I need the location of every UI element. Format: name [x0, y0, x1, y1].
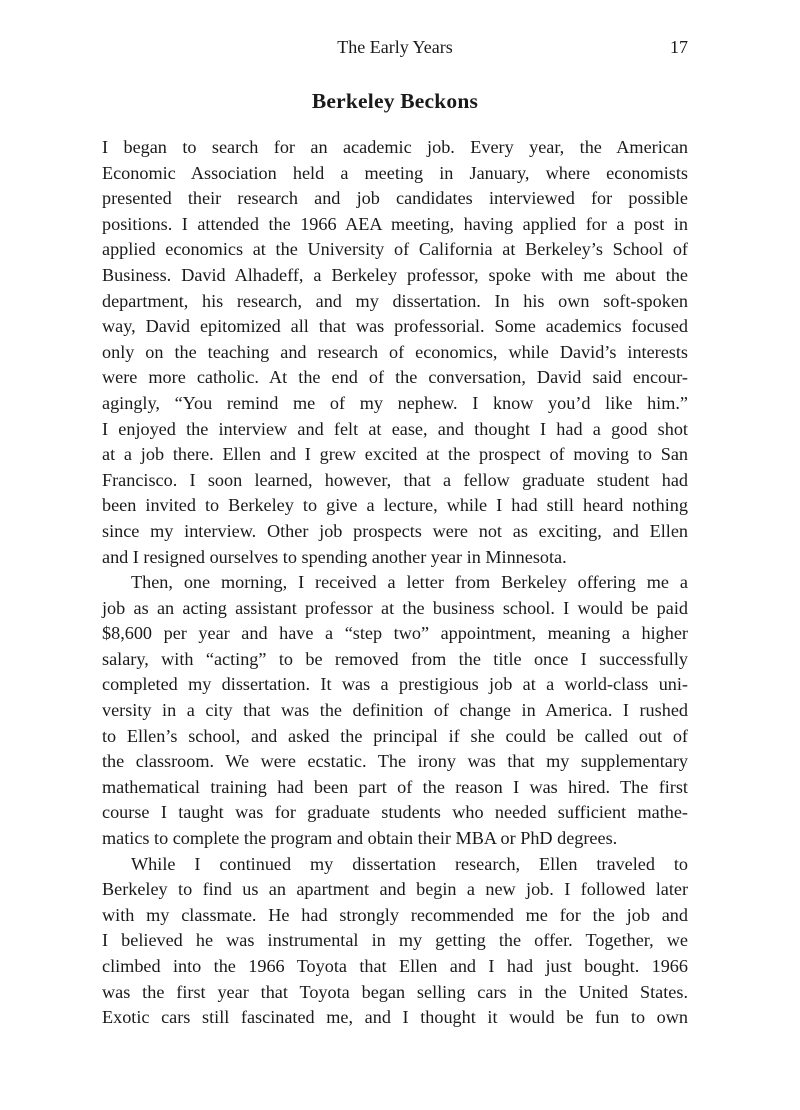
text-line: course I taught was for graduate students who needed sufficient mathe-	[102, 802, 688, 823]
text-line: were more catholic. At the end of the conversation, David said encour-	[102, 367, 688, 388]
text-line: to Ellen’s school, and asked the principal if she could be called out of	[102, 725, 688, 746]
running-head	[102, 34, 688, 60]
text-line: the classroom. We were ecstatic. The irony was that my supplementary	[102, 751, 688, 772]
text-line: way, David epitomized all that was professorial. Some academics focused	[102, 316, 688, 337]
text-line: with my classmate. He had strongly recommended me for the job and	[102, 904, 688, 925]
text-line: Exotic cars still fascinated me, and I thought it would be fun to own	[102, 1007, 688, 1028]
text-line: Economic Association held a meeting in January, where economists	[102, 162, 688, 183]
text-line: I enjoyed the interview and felt at ease, and thought I had a good shot	[102, 418, 688, 439]
text-line: agingly, “You remind me of my nephew. I know you’d like him.”	[102, 392, 688, 413]
text-line: I believed he was instrumental in my getting the offer. Together, we	[102, 930, 688, 951]
text-line: applied economics at the University of California at Berkeley’s School of	[102, 239, 688, 260]
text-line: department, his research, and my dissertation. In his own soft-spoken	[102, 290, 688, 311]
page-number: 17	[670, 37, 688, 57]
text-line: was the first year that Toyota began selling cars in the United States.	[102, 981, 688, 1002]
text-line: $8,600 per year and have a “step two” appointment, meaning a higher	[102, 623, 688, 644]
text-line: matics to complete the program and obtain their MBA or PhD degrees.	[102, 828, 618, 849]
text-line: at a job there. Ellen and I grew excited at the prospect of moving to San	[102, 444, 688, 465]
text-line: been invited to Berkeley to give a lecture, while I had still heard nothing	[102, 495, 688, 516]
section-title: Berkeley Beckons	[311, 89, 479, 113]
text-line: and I resigned ourselves to spending another year in Minnesota.	[102, 546, 567, 567]
text-line: job as an acting assistant professor at the business school. I would be paid	[102, 597, 688, 618]
text-line: presented their research and job candidates interviewed for possible	[102, 188, 688, 209]
text-line: mathematical training had been part of the reason I was hired. The first	[102, 776, 688, 797]
running-head-title: The Early Years	[337, 37, 453, 57]
text-line: since my interview. Other job prospects were not as exciting, and Ellen	[102, 520, 688, 541]
text-line: versity in a city that was the definition of change in America. I rushed	[102, 700, 688, 721]
text-line: only on the teaching and research of economics, while David’s interests	[102, 341, 688, 362]
paragraph	[102, 135, 688, 570]
text-line: Berkeley to find us an apartment and begin a new job. I followed later	[102, 879, 688, 900]
text-line: Francisco. I soon learned, however, that a fellow graduate student had	[102, 469, 688, 490]
text-line: completed my dissertation. It was a prestigious job at a world-class uni-	[102, 674, 688, 695]
body-text	[102, 135, 688, 1031]
paragraph	[102, 852, 688, 1031]
text-line: salary, with “acting” to be removed from the title once I successfully	[102, 648, 688, 669]
text-line: positions. I attended the 1966 AEA meeting, having applied for a post in	[102, 213, 688, 234]
text-line: I began to search for an academic job. Every year, the American	[102, 137, 688, 157]
text-line: Business. David Alhadeff, a Berkeley professor, spoke with me about the	[102, 264, 688, 285]
text-line: Then, one morning, I received a letter from Berkeley offering me a	[131, 572, 688, 593]
text-line: While I continued my dissertation research, Ellen traveled to	[131, 853, 688, 874]
paragraph	[102, 570, 688, 852]
text-line: climbed into the 1966 Toyota that Ellen and I had just bought. 1966	[102, 956, 688, 976]
